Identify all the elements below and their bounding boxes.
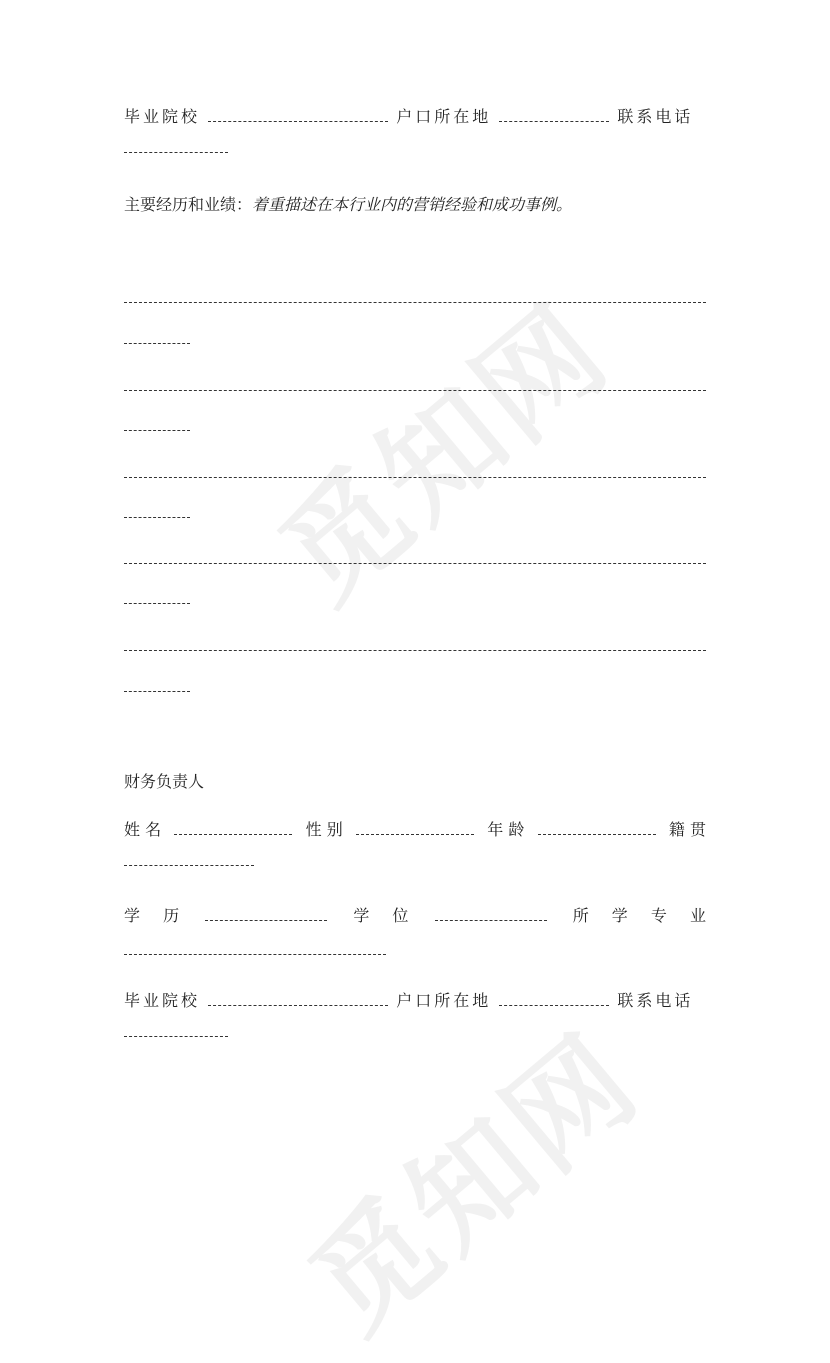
hukou-blank[interactable] — [499, 107, 609, 122]
finance-phone-blank[interactable] — [124, 1026, 228, 1037]
finance-name-blank[interactable] — [174, 820, 292, 835]
watermark-bottom: 觅知网 — [286, 1009, 666, 1359]
experience-line-4[interactable] — [124, 553, 706, 564]
phone-label: 联系电话 — [617, 107, 694, 126]
finance-school-label: 毕业院校 — [124, 991, 201, 1010]
finance-degree-label: 学 位 — [353, 906, 409, 925]
experience-line-5[interactable] — [124, 640, 706, 651]
experience-line-4-tail[interactable] — [124, 593, 190, 604]
top-school-row — [124, 105, 706, 129]
phone-blank[interactable] — [124, 142, 228, 153]
finance-age-label: 年 龄 — [487, 820, 525, 839]
experience-line-5-tail[interactable] — [124, 681, 190, 692]
finance-edu-blank[interactable] — [205, 906, 327, 921]
experience-line-1[interactable] — [124, 292, 706, 303]
experience-row — [124, 193, 706, 217]
hukou-label: 户口所在地 — [396, 107, 492, 126]
experience-line-3-tail[interactable] — [124, 507, 190, 518]
finance-school-row — [124, 989, 706, 1013]
finance-major-blank-row — [124, 944, 386, 955]
finance-major-label: 所 学 专 业 — [572, 906, 706, 925]
finance-phone-blank-row — [124, 1026, 228, 1037]
finance-native-blank[interactable] — [124, 855, 254, 866]
experience-line-1-tail[interactable] — [124, 333, 190, 344]
experience-label: 主要经历和业绩： — [124, 195, 253, 214]
finance-school-blank[interactable] — [208, 991, 388, 1006]
finance-native-label: 籍 贯 — [668, 820, 706, 839]
finance-hukou-blank[interactable] — [499, 991, 609, 1006]
finance-gender-label: 性 别 — [305, 820, 343, 839]
watermark-top: 觅知网 — [256, 279, 636, 629]
experience-line-2-tail[interactable] — [124, 420, 190, 431]
finance-native-blank-row — [124, 855, 254, 866]
experience-line-2[interactable] — [124, 380, 706, 391]
school-label: 毕业院校 — [124, 107, 201, 126]
experience-hint: 着重描述在本行业内的营销经验和成功事例。 — [252, 195, 573, 214]
finance-basic-row — [124, 818, 706, 842]
school-blank[interactable] — [208, 107, 388, 122]
finance-hukou-label: 户口所在地 — [396, 991, 492, 1010]
finance-edu-row — [124, 904, 706, 928]
phone-blank-row — [124, 142, 228, 153]
finance-phone-label: 联系电话 — [617, 991, 694, 1010]
finance-age-blank[interactable] — [538, 820, 656, 835]
finance-title: 财务负责人 — [124, 772, 205, 791]
finance-gender-blank[interactable] — [356, 820, 474, 835]
finance-name-label: 姓 名 — [124, 820, 162, 839]
experience-line-3[interactable] — [124, 467, 706, 478]
finance-major-blank[interactable] — [124, 944, 386, 955]
finance-edu-label: 学 历 — [124, 906, 180, 925]
finance-degree-blank[interactable] — [435, 906, 547, 921]
